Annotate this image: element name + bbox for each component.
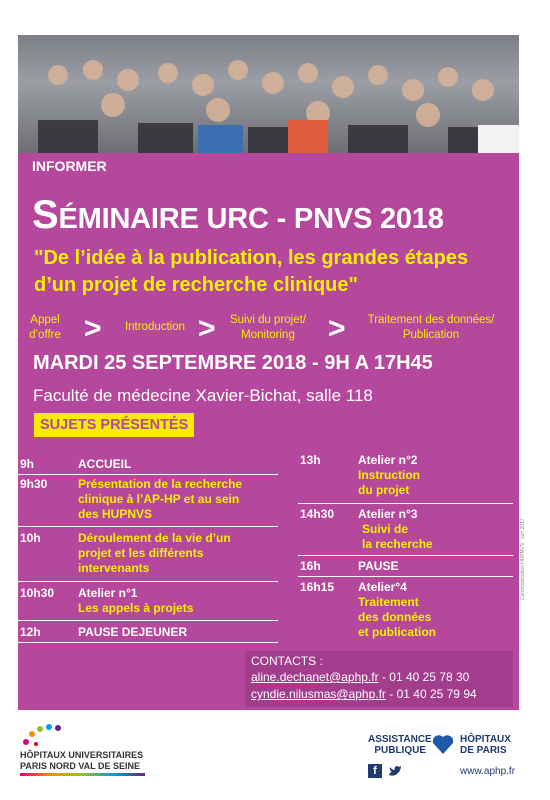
website-link[interactable]: www.aphp.fr (460, 766, 516, 777)
agenda-label-line: Atelier n°1 (78, 586, 138, 600)
arrow-icon: > (328, 312, 346, 345)
step-appel (20, 313, 70, 343)
agenda-row (298, 557, 513, 577)
subjects-badge: SUJETS PRÉSENTÉS (34, 413, 194, 437)
heart-icon (430, 732, 456, 756)
agenda-time: 16h15 (300, 580, 335, 594)
step-traitement (351, 313, 511, 343)
agenda-label: Déroulement de la vie d’un projet et les différents intervenants (78, 531, 231, 575)
step-introduction (114, 320, 196, 335)
agenda-label: PAUSE (358, 559, 399, 573)
contact-phone: - 01 40 25 79 94 (385, 687, 477, 701)
info-panel (18, 153, 519, 710)
aphp-logo-text (368, 734, 432, 756)
step-line: d’offre (29, 329, 61, 341)
contacts-heading: CONTACTS : (251, 654, 323, 668)
seminar-subtitle: "De l’idée à la publication, les grandes étapes d’un projet de recherche clinique" (34, 247, 469, 296)
hupnvs-logo-icon (18, 722, 68, 752)
title-first-letter: S (32, 193, 59, 237)
agenda-time: 12h (20, 625, 41, 639)
seminar-title (32, 193, 444, 238)
agenda-label: ACCUEIL (78, 457, 132, 471)
agenda-label-line: du projet (358, 483, 410, 497)
aphp-logo-line: DE PARIS (460, 745, 507, 756)
agenda-label-line: Atelier°4 (358, 580, 407, 594)
group-photo-illustration (18, 35, 519, 153)
contact-phone: - 01 40 25 78 30 (378, 670, 470, 684)
aphp-logo-line: HÔPITAUX (460, 734, 511, 745)
agenda-row (18, 475, 278, 527)
agenda-time: 13h (300, 453, 321, 467)
agenda-label-line: Atelier n°2 (358, 453, 418, 467)
agenda-row (18, 584, 278, 621)
agenda-time: 9h30 (20, 477, 48, 491)
hupnvs-logo-bar (20, 773, 145, 776)
agenda-row (298, 578, 513, 648)
agenda-time: 14h30 (300, 507, 335, 521)
step-suivi (218, 313, 318, 343)
agenda-time: 16h (300, 559, 321, 573)
aphp-logo-text (460, 734, 511, 756)
agenda-row (18, 623, 278, 643)
agenda-label (358, 580, 508, 640)
agenda-time: 10h (20, 531, 41, 545)
agenda-label-line: et publication (358, 625, 436, 639)
agenda-label (358, 453, 508, 498)
agenda-label-line: la recherche (362, 537, 433, 551)
credit-note: Communication HUPNVS - juin 2017 (520, 518, 526, 600)
agenda-row (298, 505, 513, 556)
agenda-label-line: des données (358, 610, 432, 624)
title-rest: ÉMINAIRE URC - PNVS 2018 (58, 203, 444, 235)
aphp-logo-line: ASSISTANCE (368, 734, 432, 745)
agenda-row (18, 529, 278, 582)
step-line: Publication (402, 329, 460, 341)
step-line: Introduction (124, 321, 186, 333)
step-line: Suivi du projet/ (229, 314, 307, 326)
agenda-row (18, 455, 278, 475)
step-line: Appel (30, 314, 60, 326)
hupnvs-logo-line: PARIS NORD VAL DE SEINE (20, 761, 141, 771)
section-label: INFORMER (32, 158, 107, 174)
contact-line (251, 687, 477, 701)
agenda-label: PAUSE DEJEUNER (78, 625, 188, 639)
contacts-box (245, 651, 513, 707)
hupnvs-logo-line: HÔPITAUX UNIVERSITAIRES (20, 750, 144, 760)
agenda-label-line: Atelier n°3 (358, 507, 418, 521)
agenda-label (358, 507, 508, 552)
arrow-icon: > (198, 312, 216, 345)
twitter-icon[interactable] (388, 764, 402, 778)
hupnvs-logo (18, 722, 178, 782)
facebook-icon[interactable]: f (368, 764, 382, 778)
contact-email-link[interactable]: aline.dechanet@aphp.fr (251, 670, 379, 684)
aphp-logo (360, 730, 530, 785)
step-line: Traitement des données/ (367, 314, 495, 326)
agenda-time: 9h (20, 457, 35, 471)
agenda-label: Présentation de la recherche clinique à l’AP-HP et au sein des HUPNVS (78, 477, 243, 521)
event-date: MARDI 25 SEPTEMBRE 2018 - 9H A 17H45 (33, 352, 433, 374)
agenda-time: 10h30 (20, 586, 55, 600)
event-place: Faculté de médecine Xavier-Bichat, salle 118 (33, 386, 373, 405)
step-line: Monitoring (241, 329, 295, 341)
group-photo (18, 35, 519, 153)
agenda-row (298, 451, 513, 504)
agenda-label-line: Instruction (358, 468, 420, 482)
contact-email-link[interactable]: cyndie.nilusmas@aphp.fr (251, 687, 386, 701)
agenda-label-line: Suivi de (362, 522, 409, 536)
agenda-label-line: Les appels à projets (78, 601, 194, 615)
agenda-label (78, 586, 263, 616)
agenda-label-line: Traitement (358, 595, 419, 609)
aphp-logo-line: PUBLIQUE (374, 745, 426, 756)
contact-line (251, 670, 469, 684)
arrow-icon: > (84, 312, 102, 345)
